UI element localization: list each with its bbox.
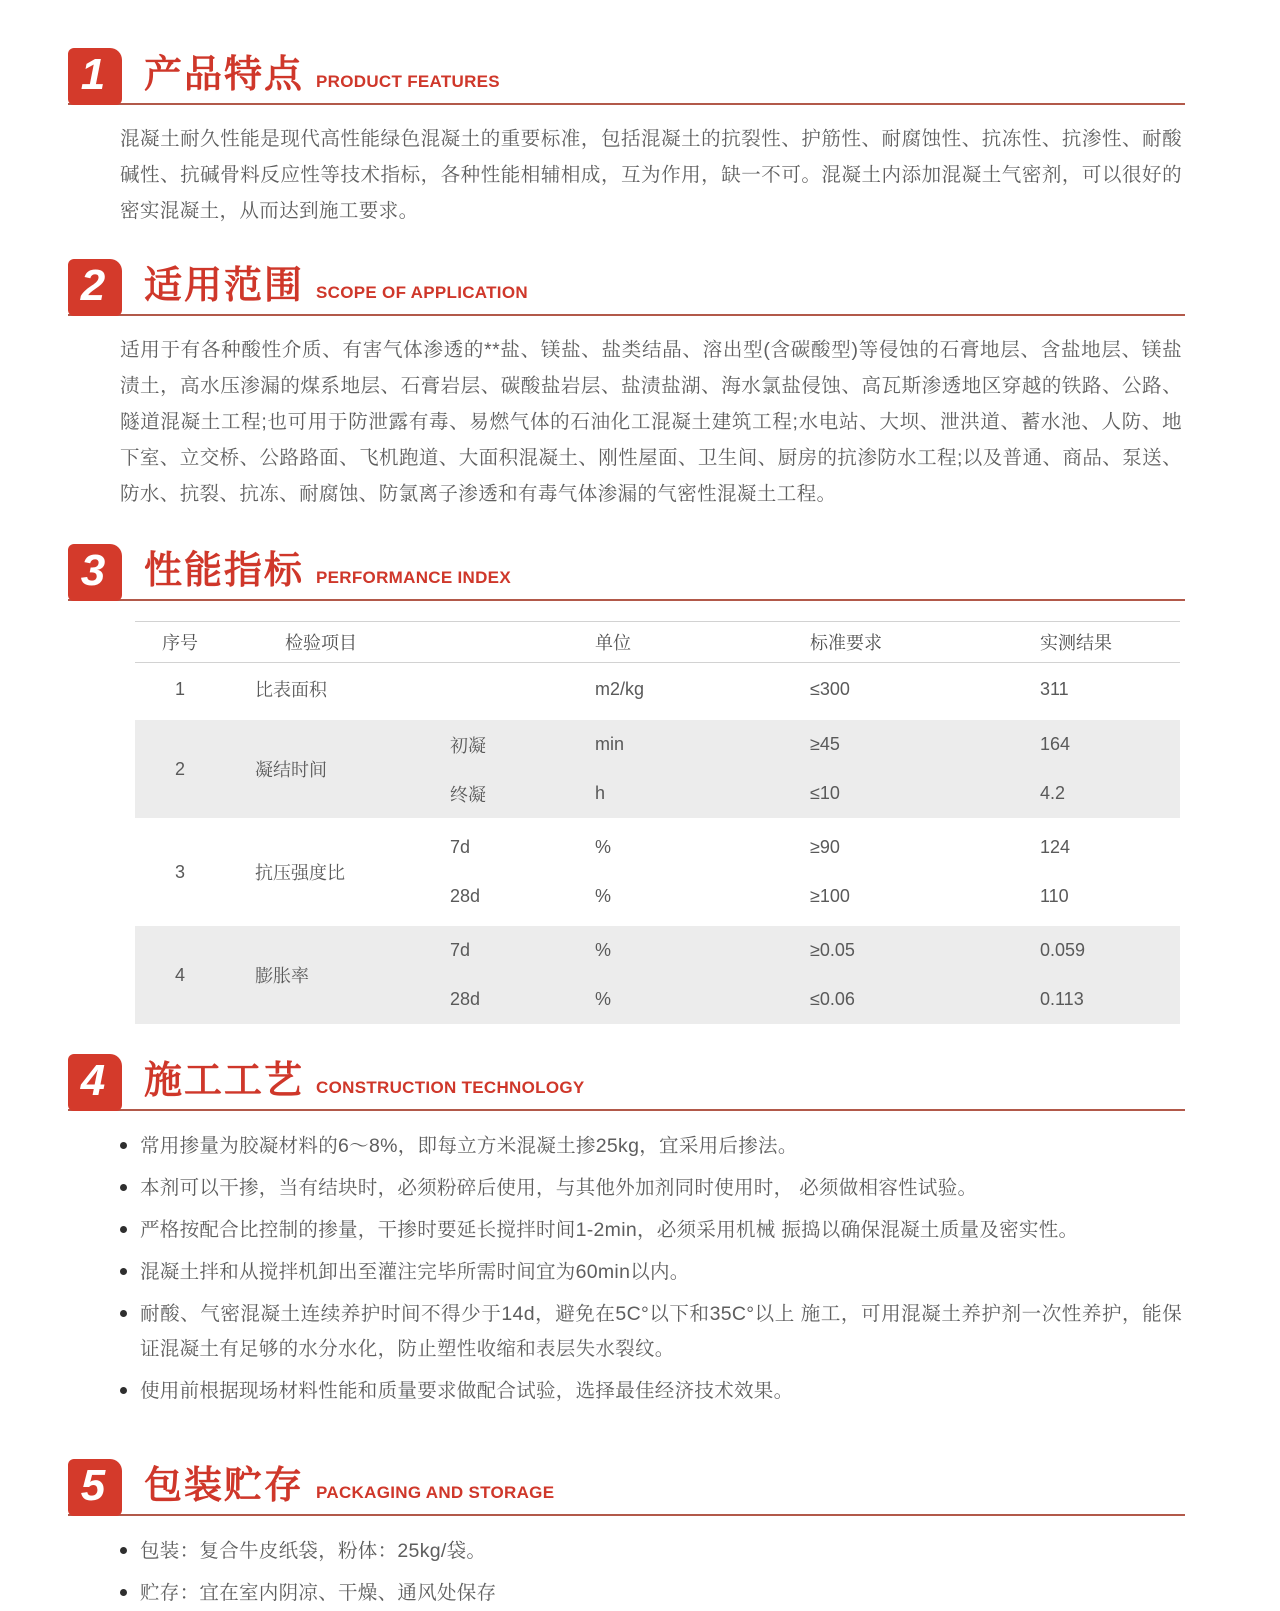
packaging-bullet-list (118, 1534, 1182, 1611)
section-subtitle: PACKAGING AND STORAGE (316, 1483, 555, 1502)
table-cell-standard: ≥100 (810, 886, 850, 906)
table-row-group (135, 823, 1180, 921)
table-cell-subitem: 7d (450, 837, 471, 857)
table-cell-subitem: 28d (450, 886, 481, 906)
section-title: 包装贮存 (144, 1465, 305, 1507)
table-cell-unit: h (595, 783, 606, 803)
section-subtitle: PERFORMANCE INDEX (316, 568, 511, 587)
table-cell-subitem: 28d (450, 989, 481, 1009)
section-subtitle: PRODUCT FEATURES (316, 72, 500, 91)
bullet-text: 严格按配合比控制的掺量，干掺时要延长搅拌时间1-2min，必须采用机械 振捣以确保混凝土质量及密实性。 (140, 1219, 1079, 1241)
bullet-dot-icon (120, 1226, 127, 1233)
bullet-item (118, 1129, 1182, 1164)
section-number: 3 (80, 545, 106, 595)
section-performance-index (0, 544, 1280, 1024)
table-cell-no: 3 (174, 861, 185, 882)
table-header-row (135, 621, 1180, 663)
bullet-text: 本剂可以干掺，当有结块时，必须粉碎后使用，与其他外加剂同时使用时， 必须做相容性试验。 (140, 1177, 978, 1199)
table-cell-unit: min (595, 734, 625, 754)
section-number-badge (68, 259, 122, 316)
section-header (68, 48, 1185, 105)
section-packaging-and-storage (0, 1459, 1280, 1611)
table-cell-unit: m2/kg (595, 678, 645, 699)
table-cell-standard: ≤300 (810, 678, 850, 699)
table-cell-standard: ≤0.06 (810, 989, 855, 1009)
table-cell-standard: ≥45 (810, 734, 840, 754)
bullet-item (118, 1297, 1182, 1367)
section-scope-of-application (0, 259, 1280, 512)
table-cell-result: 0.113 (1040, 989, 1084, 1009)
bullet-text: 包装：复合牛皮纸袋，粉体：25kg/袋。 (140, 1540, 487, 1562)
table-cell-result: 110 (1040, 886, 1069, 906)
table-cell-result: 124 (1040, 837, 1071, 857)
bullet-item (118, 1255, 1182, 1290)
section-number: 1 (80, 49, 106, 99)
table-cell-subitem: 终凝 (450, 784, 486, 805)
section-header (68, 259, 1185, 316)
column-header-unit: 单位 (595, 633, 631, 653)
table-cell-result: 311 (1040, 678, 1069, 699)
table-row-group (135, 720, 1180, 818)
section-header (68, 544, 1185, 601)
table-cell-no: 1 (174, 678, 185, 699)
bullet-text: 耐酸、气密混凝土连续养护时间不得少于14d，避免在5C°以下和35C°以上 施工，可用混凝土养护剂一次性养护，能保证混凝土有足够的水分水化，防止塑性收缩和表层失水裂纹。 (140, 1303, 1182, 1360)
section-number-badge (68, 1459, 122, 1516)
column-header-item: 检验项目 (285, 633, 357, 653)
bullet-item (118, 1213, 1182, 1248)
section-paragraph: 混凝土耐久性能是现代高性能绿色混凝土的重要标准，包括混凝土的抗裂性、护筋性、耐腐蚀性、抗冻性、抗渗性、耐酸碱性、抗碱骨料反应性等技术指标，各种性能相辅相成，互为作用，缺一不可。混凝土内添加混凝土气密剂，可以很好的密实混凝土，从而达到施工要求。 (120, 128, 1182, 222)
section-number-badge (68, 48, 122, 105)
section-title: 产品特点 (144, 54, 305, 96)
bullet-text: 使用前根据现场材料性能和质量要求做配合试验，选择最佳经济技术效果。 (140, 1380, 794, 1402)
section-number-badge (68, 1054, 122, 1111)
bullet-dot-icon (120, 1268, 127, 1275)
table-cell-subitem: 7d (450, 940, 471, 960)
section-subtitle: CONSTRUCTION TECHNOLOGY (316, 1078, 585, 1097)
table-row-group (135, 926, 1180, 1024)
section-header (68, 1054, 1185, 1111)
column-header-result: 实测结果 (1040, 633, 1112, 653)
bullet-dot-icon (120, 1310, 127, 1317)
table-cell-item: 抗压强度比 (255, 863, 345, 883)
bullet-text: 混凝土拌和从搅拌机卸出至灌注完毕所需时间宜为60min以内。 (140, 1261, 690, 1283)
bullet-text: 贮存：宜在室内阴凉、干燥、通风处保存 (140, 1582, 497, 1604)
bullet-dot-icon (120, 1184, 127, 1191)
table-cell-unit: % (595, 886, 612, 906)
table-cell-item: 凝结时间 (255, 760, 327, 780)
bullet-item (118, 1374, 1182, 1409)
table-row (135, 663, 1180, 715)
table-cell-standard: ≤10 (810, 783, 840, 803)
column-header-standard: 标准要求 (810, 633, 882, 653)
table-cell-result: 0.059 (1040, 940, 1086, 960)
bullet-dot-icon (120, 1547, 127, 1554)
bullet-dot-icon (120, 1142, 127, 1149)
table-cell-no: 2 (174, 758, 185, 779)
table-cell-result: 164 (1040, 734, 1071, 754)
section-number: 4 (80, 1055, 106, 1105)
table-cell-no: 4 (174, 964, 185, 985)
table-cell-standard: ≥90 (810, 837, 840, 857)
table-cell-item: 膨胀率 (255, 966, 309, 986)
section-paragraph: 适用于有各种酸性介质、有害气体渗透的**盐、镁盐、盐类结晶、溶出型(含碳酸型)等侵蚀的石膏地层、含盐地层、镁盐渍土，高水压渗漏的煤系地层、石膏岩层、碳酸盐岩层、盐渍盐湖、海水氯盐侵蚀、高瓦斯渗透地区穿越的铁路、公路、隧道混凝土工程;也可用于防泄露有毒、易燃气体的石油化工混凝土建筑工程;水电站、大坝、泄洪道、蓄水池、人防、地下室、立交桥、公路路面、飞机跑道、大面积混凝土、刚性屋面、卫生间、厨房的抗渗防水工程;以及普通、商品、泵送、防水、抗裂、抗冻、耐腐蚀、防氯离子渗透和有毒气体渗漏的气密性混凝土工程。 (120, 339, 1182, 505)
section-construction-technology (0, 1054, 1280, 1409)
table-cell-subitem: 初凝 (450, 735, 486, 756)
section-title: 施工工艺 (144, 1060, 305, 1102)
column-header-no: 序号 (162, 633, 198, 653)
table-cell-result: 4.2 (1040, 783, 1066, 803)
bullet-item (118, 1576, 1182, 1611)
section-header (68, 1459, 1185, 1516)
table-cell-standard: ≥0.05 (810, 940, 855, 960)
section-number: 2 (80, 260, 106, 310)
section-subtitle: SCOPE OF APPLICATION (316, 283, 528, 302)
bullet-dot-icon (120, 1387, 127, 1394)
section-title: 适用范围 (144, 265, 305, 307)
table-cell-item: 比表面积 (255, 680, 327, 700)
bullet-item (118, 1534, 1182, 1569)
section-product-features (0, 48, 1280, 229)
section-title: 性能指标 (144, 550, 305, 592)
performance-table (135, 621, 1180, 1024)
construction-bullet-list (118, 1129, 1182, 1409)
section-number-badge (68, 544, 122, 601)
table-cell-unit: % (595, 837, 612, 857)
section-number: 5 (80, 1460, 106, 1510)
table-cell-unit: % (595, 989, 612, 1009)
bullet-item (118, 1171, 1182, 1206)
table-cell-unit: % (595, 940, 612, 960)
bullet-text: 常用掺量为胶凝材料的6～8%，即每立方米混凝土掺25kg，宜采用后掺法。 (140, 1135, 798, 1157)
bullet-dot-icon (120, 1589, 127, 1596)
